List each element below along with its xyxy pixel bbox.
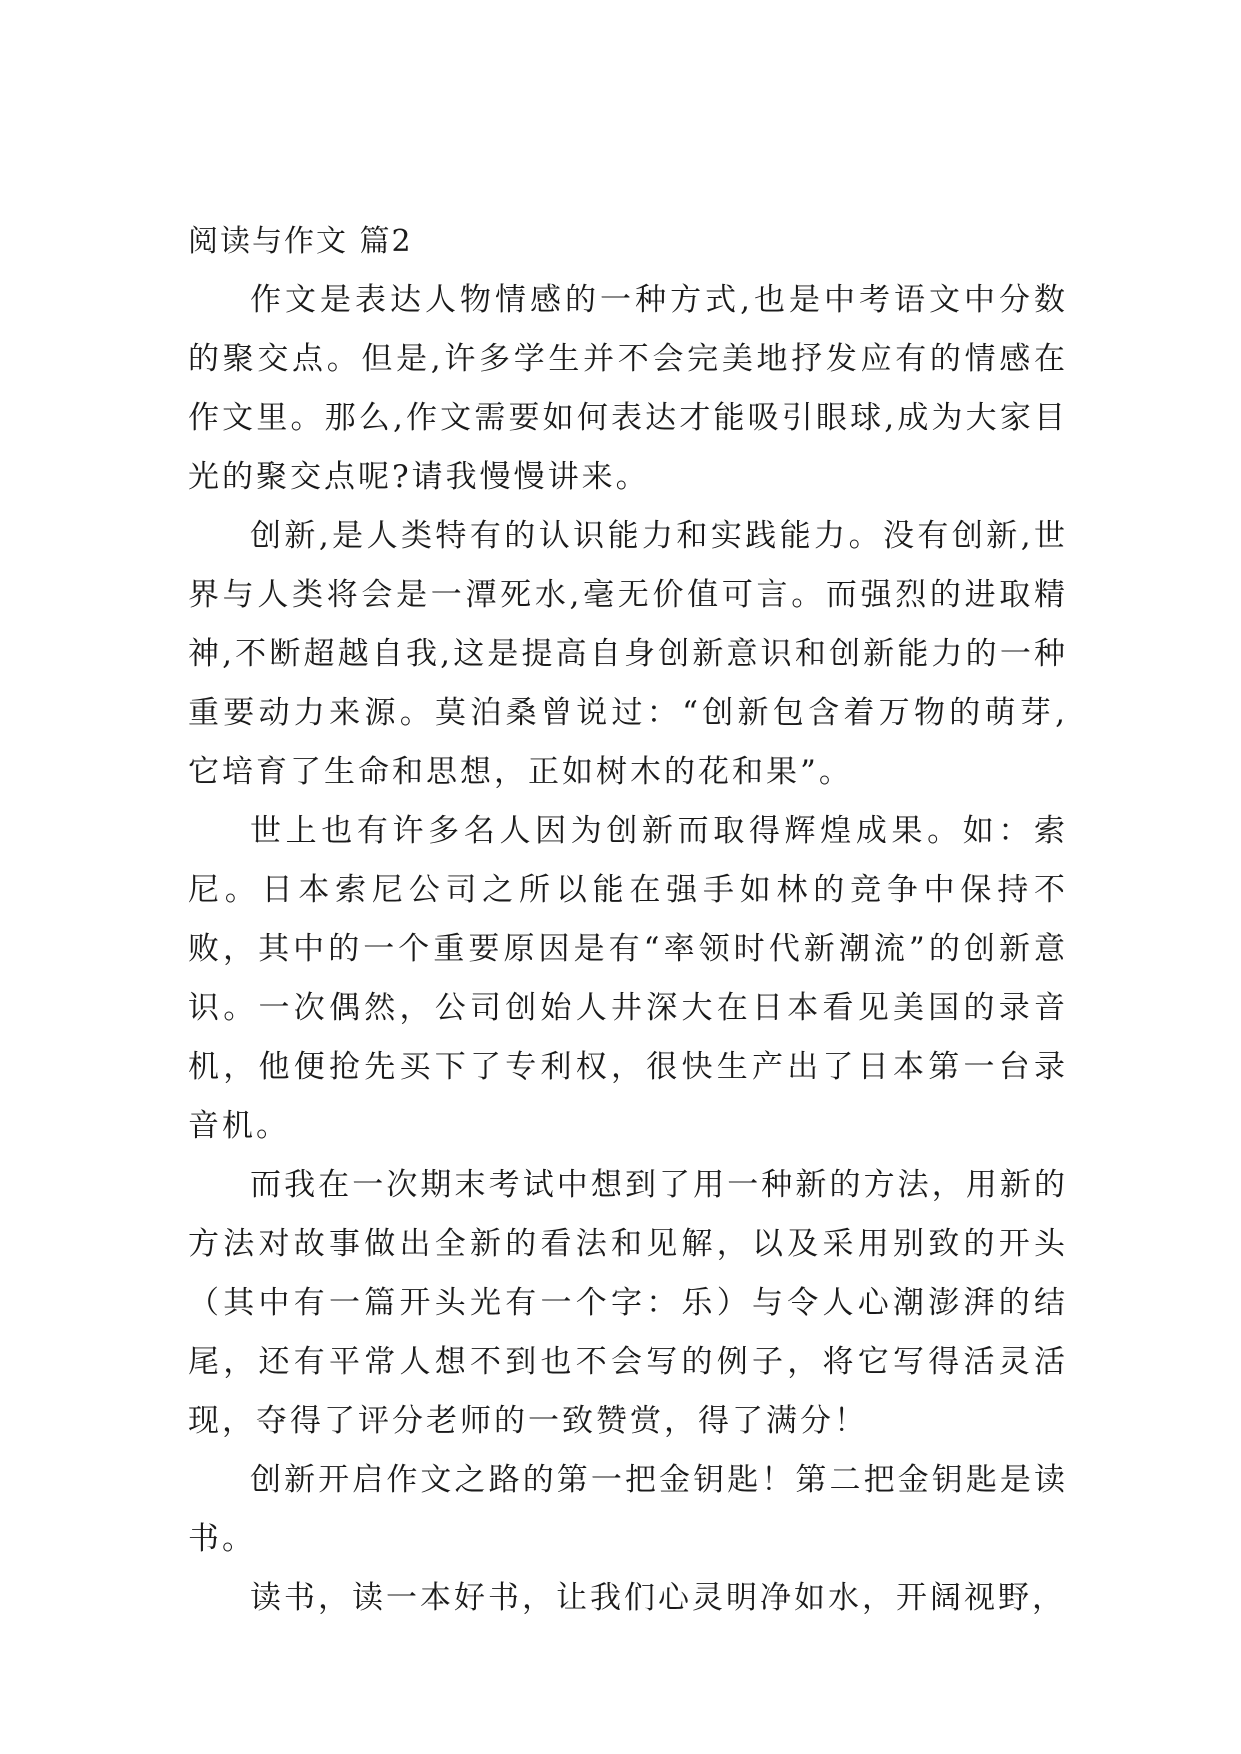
paragraph: 创新,是人类特有的认识能力和实践能力。没有创新,世界与人类将会是一潭死水,毫无价值可言。而强烈的进取精神,不断超越自我,这是提高自身创新意识和创新能力的一种重要动力来源。莫泊桑曾说过：“创新包含着万物的萌芽,它培育了生命和思想，正如树木的花和果”。 [188,518,1068,790]
paragraph: 读书，读一本好书，让我们心灵明净如水，开阔视野， [250,1580,1066,1616]
paragraph: 而我在一次期末考试中想到了用一种新的方法，用新的方法对故事做出全新的看法和见解，以及采用别致的开头（其中有一篇开头光有一个字：乐）与令人心潮澎湃的结尾，还有平常人想不到也不会写的例子，将它写得活灵活现，夺得了评分老师的一致赞赏，得了满分！ [188,1167,1068,1439]
paragraph: 世上也有许多名人因为创新而取得辉煌成果。如：索尼。日本索尼公司之所以能在强手如林的竞争中保持不败，其中的一个重要原因是有“率领时代新潮流”的创新意识。一次偶然，公司创始人井深大在日本看见美国的录音机，他便抢先买下了专利权，很快生产出了日本第一台录音机。 [188,813,1068,1144]
document-body [188,212,1068,1628]
section-heading: 阅读与作文 篇2 [188,224,413,259]
paragraph: 作文是表达人物情感的一种方式,也是中考语文中分数的聚交点。但是,许多学生并不会完美地抒发应有的情感在作文里。那么,作文需要如何表达才能吸引眼球,成为大家目光的聚交点呢?请我慢慢讲来。 [188,282,1068,495]
paragraph: 创新开启作文之路的第一把金钥匙！第二把金钥匙是读书。 [188,1462,1068,1557]
